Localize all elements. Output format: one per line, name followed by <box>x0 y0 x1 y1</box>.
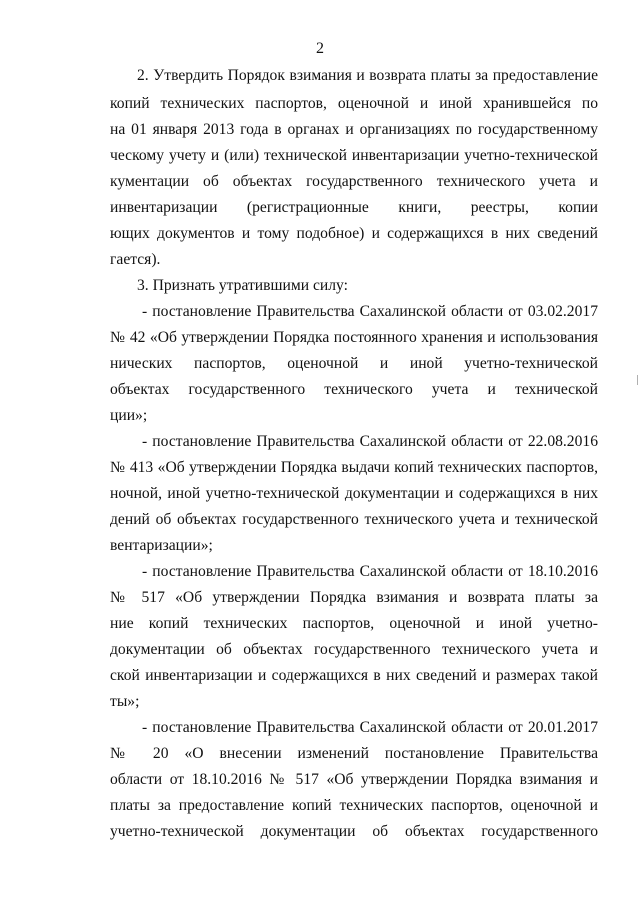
text-line: № 20 «О внесении изменений постановление Правительства <box>110 745 598 762</box>
text-line: ющих документов и тому подобное) и содержащихся в них сведений <box>110 225 598 242</box>
text-line: вентаризации»; <box>110 537 213 554</box>
text-line: на 01 января 2013 года в органах и организациях по государственному <box>110 121 598 138</box>
text-line: № 517 «Об утверждении Порядка взимания и возврата платы за <box>110 589 598 606</box>
text-line: - постановление Правительства Сахалинской области от 20.01.2017 <box>142 719 598 736</box>
text-line: копий технических паспортов, оценочной и иной хранившейся по <box>110 95 598 112</box>
text-line: ской инвентаризации и содержащихся в них сведений и размерах такой <box>110 667 598 684</box>
text-line: области от 18.10.2016 № 517 «Об утверждении Порядка взимания и <box>110 771 598 788</box>
text-line: ночной, иной учетно-технической документации и содержащихся в них <box>110 485 598 502</box>
text-line: ции»; <box>110 407 148 424</box>
text-line: № 413 «Об утверждении Порядка выдачи копий технических паспортов, <box>110 459 598 476</box>
text-line: платы за предоставление копий технических паспортов, оценочной и <box>110 797 598 814</box>
text-line: ты»; <box>110 693 140 710</box>
text-line: объектах государственного технического учета и технической <box>110 381 598 398</box>
text-line: инвентаризации (регистрационные книги, реестры, копии <box>110 199 598 216</box>
text-line: ние копий технических паспортов, оценочной и иной учетно- <box>110 615 598 632</box>
section-heading: 3. Признать утратившими силу: <box>137 277 348 294</box>
text-line: ческому учету и (или) технической инвентаризации учетно-технической <box>110 147 598 164</box>
page-number: 2 <box>316 40 324 57</box>
text-line: нических паспортов, оценочной и иной учетно-технической <box>110 355 598 372</box>
text-line: - постановление Правительства Сахалинской области от 22.08.2016 <box>142 433 598 450</box>
scan-margin-mark <box>637 375 638 385</box>
text-line: гается). <box>110 251 161 268</box>
text-line: документации об объектах государственного технического учета и <box>110 641 598 658</box>
text-line: 2. Утвердить Порядок взимания и возврата платы за предоставление <box>137 67 598 84</box>
text-line: кументации об объектах государственного технического учета и <box>110 173 598 190</box>
text-line: - постановление Правительства Сахалинской области от 18.10.2016 <box>142 563 598 580</box>
text-line: № 42 «Об утверждении Порядка постоянного хранения и использования <box>110 329 598 346</box>
text-line: - постановление Правительства Сахалинской области от 03.02.2017 <box>142 303 598 320</box>
text-line: учетно-технической документации об объектах государственного <box>110 823 598 840</box>
text-line: дений об объектах государственного технического учета и технической <box>110 511 598 528</box>
